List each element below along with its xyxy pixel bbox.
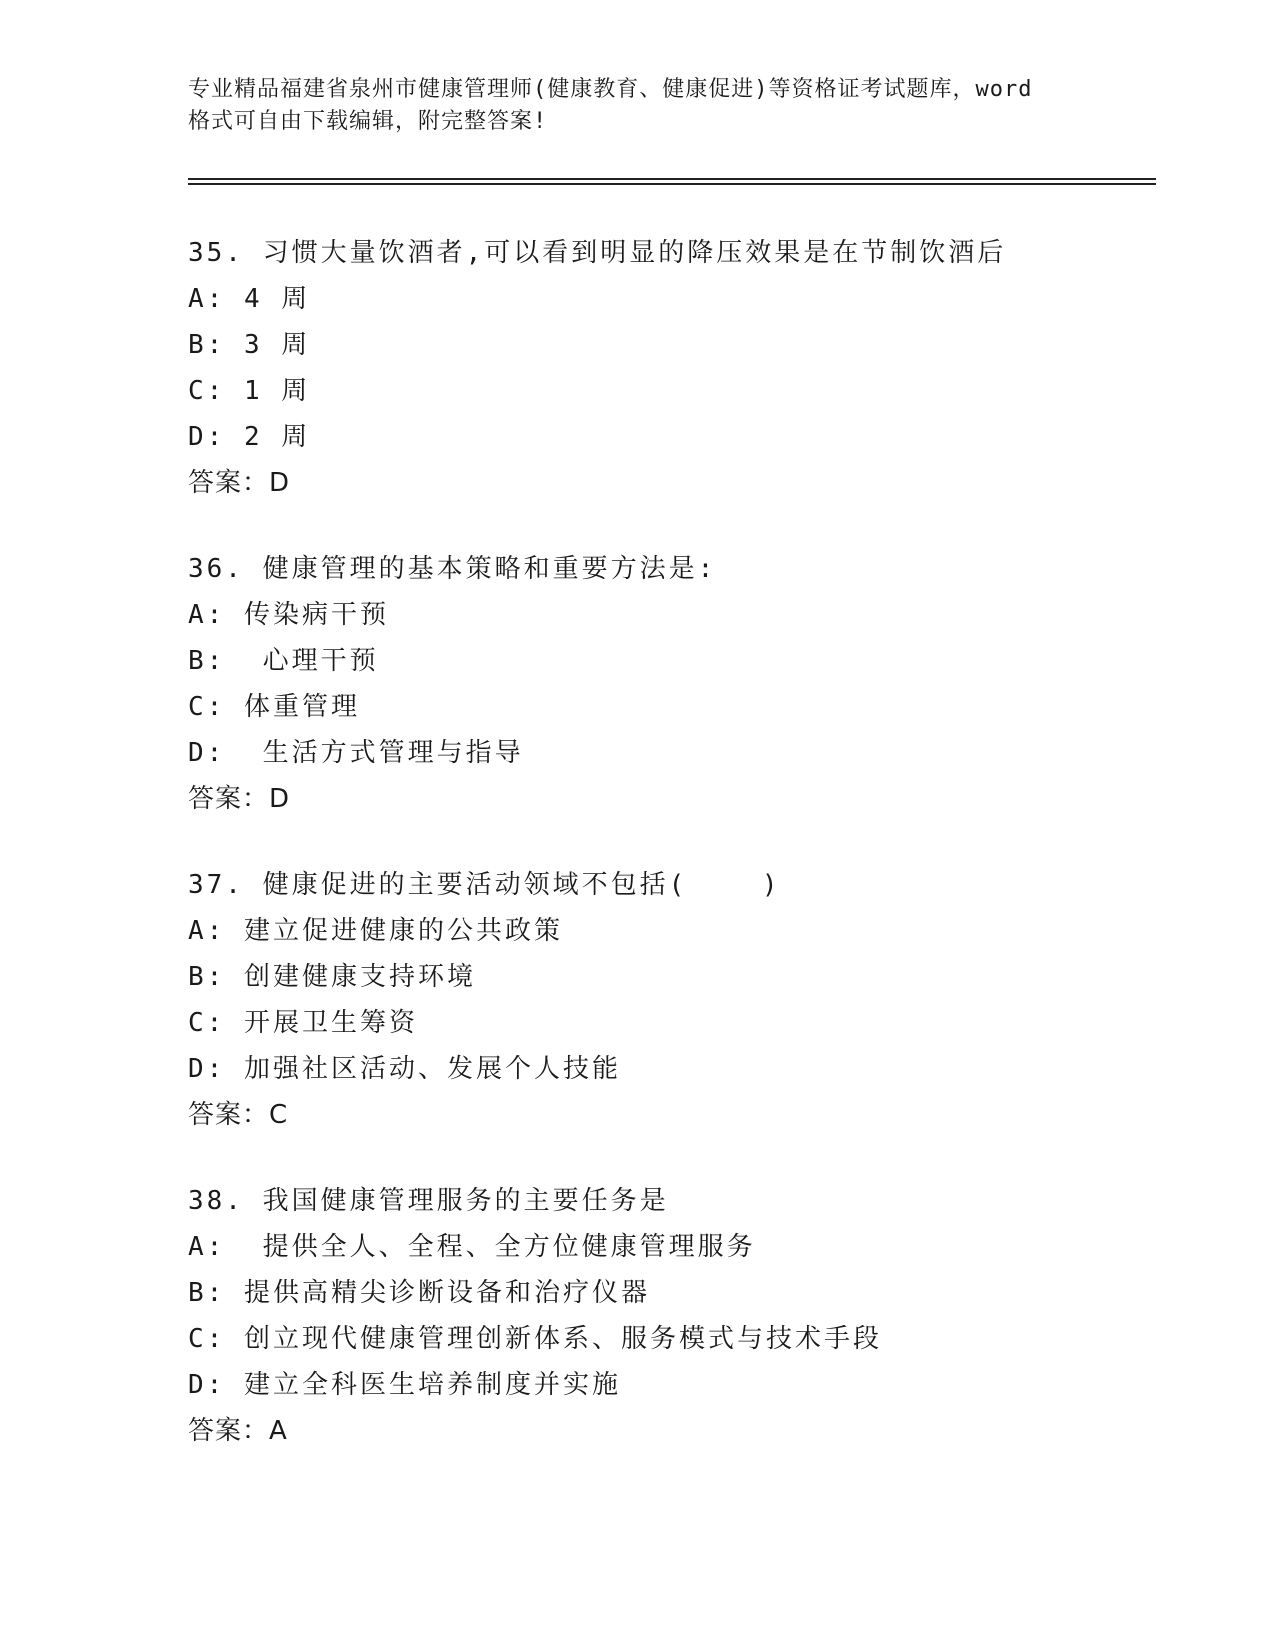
answer-line: 答案：C: [188, 1100, 289, 1130]
header-divider-top: [188, 178, 1156, 180]
option-d: [188, 1362, 1168, 1408]
option-text: 建立促进健康的公共政策: [225, 916, 563, 946]
option-a: [188, 276, 1168, 322]
option-letter: C:: [188, 692, 226, 722]
answer-line: 答案：A: [188, 1416, 288, 1446]
option-letter: B:: [188, 1278, 226, 1308]
option-text: 创建健康支持环境: [225, 962, 476, 992]
option-c: [188, 1000, 1168, 1046]
option-text: 传染病干预: [225, 600, 389, 630]
option-text: 体重管理: [225, 692, 360, 722]
option-text: 4 周: [225, 284, 311, 314]
option-letter: A:: [188, 284, 226, 314]
option-letter: B:: [188, 330, 226, 360]
question-37: [188, 862, 1168, 1138]
option-a: [188, 1224, 1168, 1270]
option-c: [188, 368, 1168, 414]
option-text: 2 周: [225, 422, 311, 452]
document-header: [188, 74, 1088, 138]
option-c: [188, 1316, 1168, 1362]
option-b: [188, 954, 1168, 1000]
option-letter: B:: [188, 962, 226, 992]
header-divider-bottom: [188, 183, 1156, 185]
option-letter: C:: [188, 376, 226, 406]
option-d: [188, 414, 1168, 460]
option-letter: D:: [188, 738, 226, 768]
option-b: [188, 638, 1168, 684]
question-38: [188, 1178, 1168, 1454]
option-c: [188, 684, 1168, 730]
option-text: 开展卫生筹资: [225, 1008, 418, 1038]
option-text: 3 周: [225, 330, 311, 360]
header-line-1: 专业精品福建省泉州市健康管理师(健康教育、健康促进)等资格证考试题库，word: [188, 77, 1033, 102]
option-letter: B:: [188, 646, 226, 676]
option-letter: C:: [188, 1008, 226, 1038]
option-text: 建立全科医生培养制度并实施: [225, 1370, 621, 1400]
question-35: [188, 230, 1168, 506]
option-text: 加强社区活动、发展个人技能: [225, 1054, 621, 1084]
option-letter: A:: [188, 916, 226, 946]
option-text: 生活方式管理与指导: [225, 738, 524, 768]
option-text: 提供全人、全程、全方位健康管理服务: [225, 1232, 756, 1262]
answer-line: 答案：D: [188, 468, 291, 498]
option-text: 心理干预: [225, 646, 379, 676]
question-stem: 38. 我国健康管理服务的主要任务是: [188, 1186, 669, 1216]
option-a: [188, 592, 1168, 638]
option-b: [188, 322, 1168, 368]
option-d: [188, 1046, 1168, 1092]
question-stem: 37. 健康促进的主要活动领域不包括( ): [188, 870, 781, 900]
option-d: [188, 730, 1168, 776]
option-letter: A:: [188, 1232, 226, 1262]
option-a: [188, 908, 1168, 954]
option-letter: A:: [188, 600, 226, 630]
option-letter: D:: [188, 1054, 226, 1084]
answer-line: 答案：D: [188, 784, 291, 814]
option-letter: D:: [188, 1370, 226, 1400]
option-text: 创立现代健康管理创新体系、服务模式与技术手段: [225, 1324, 882, 1354]
question-36: [188, 546, 1168, 822]
option-b: [188, 1270, 1168, 1316]
option-text: 1 周: [225, 376, 311, 406]
option-text: 提供高精尖诊断设备和治疗仪器: [225, 1278, 650, 1308]
question-stem: 35. 习惯大量饮酒者,可以看到明显的降压效果是在节制饮酒后: [188, 238, 1007, 268]
option-letter: C:: [188, 1324, 226, 1354]
header-line-2: 格式可自由下载编辑，附完整答案!: [188, 109, 548, 134]
option-letter: D:: [188, 422, 226, 452]
question-stem: 36. 健康管理的基本策略和重要方法是:: [188, 554, 717, 584]
